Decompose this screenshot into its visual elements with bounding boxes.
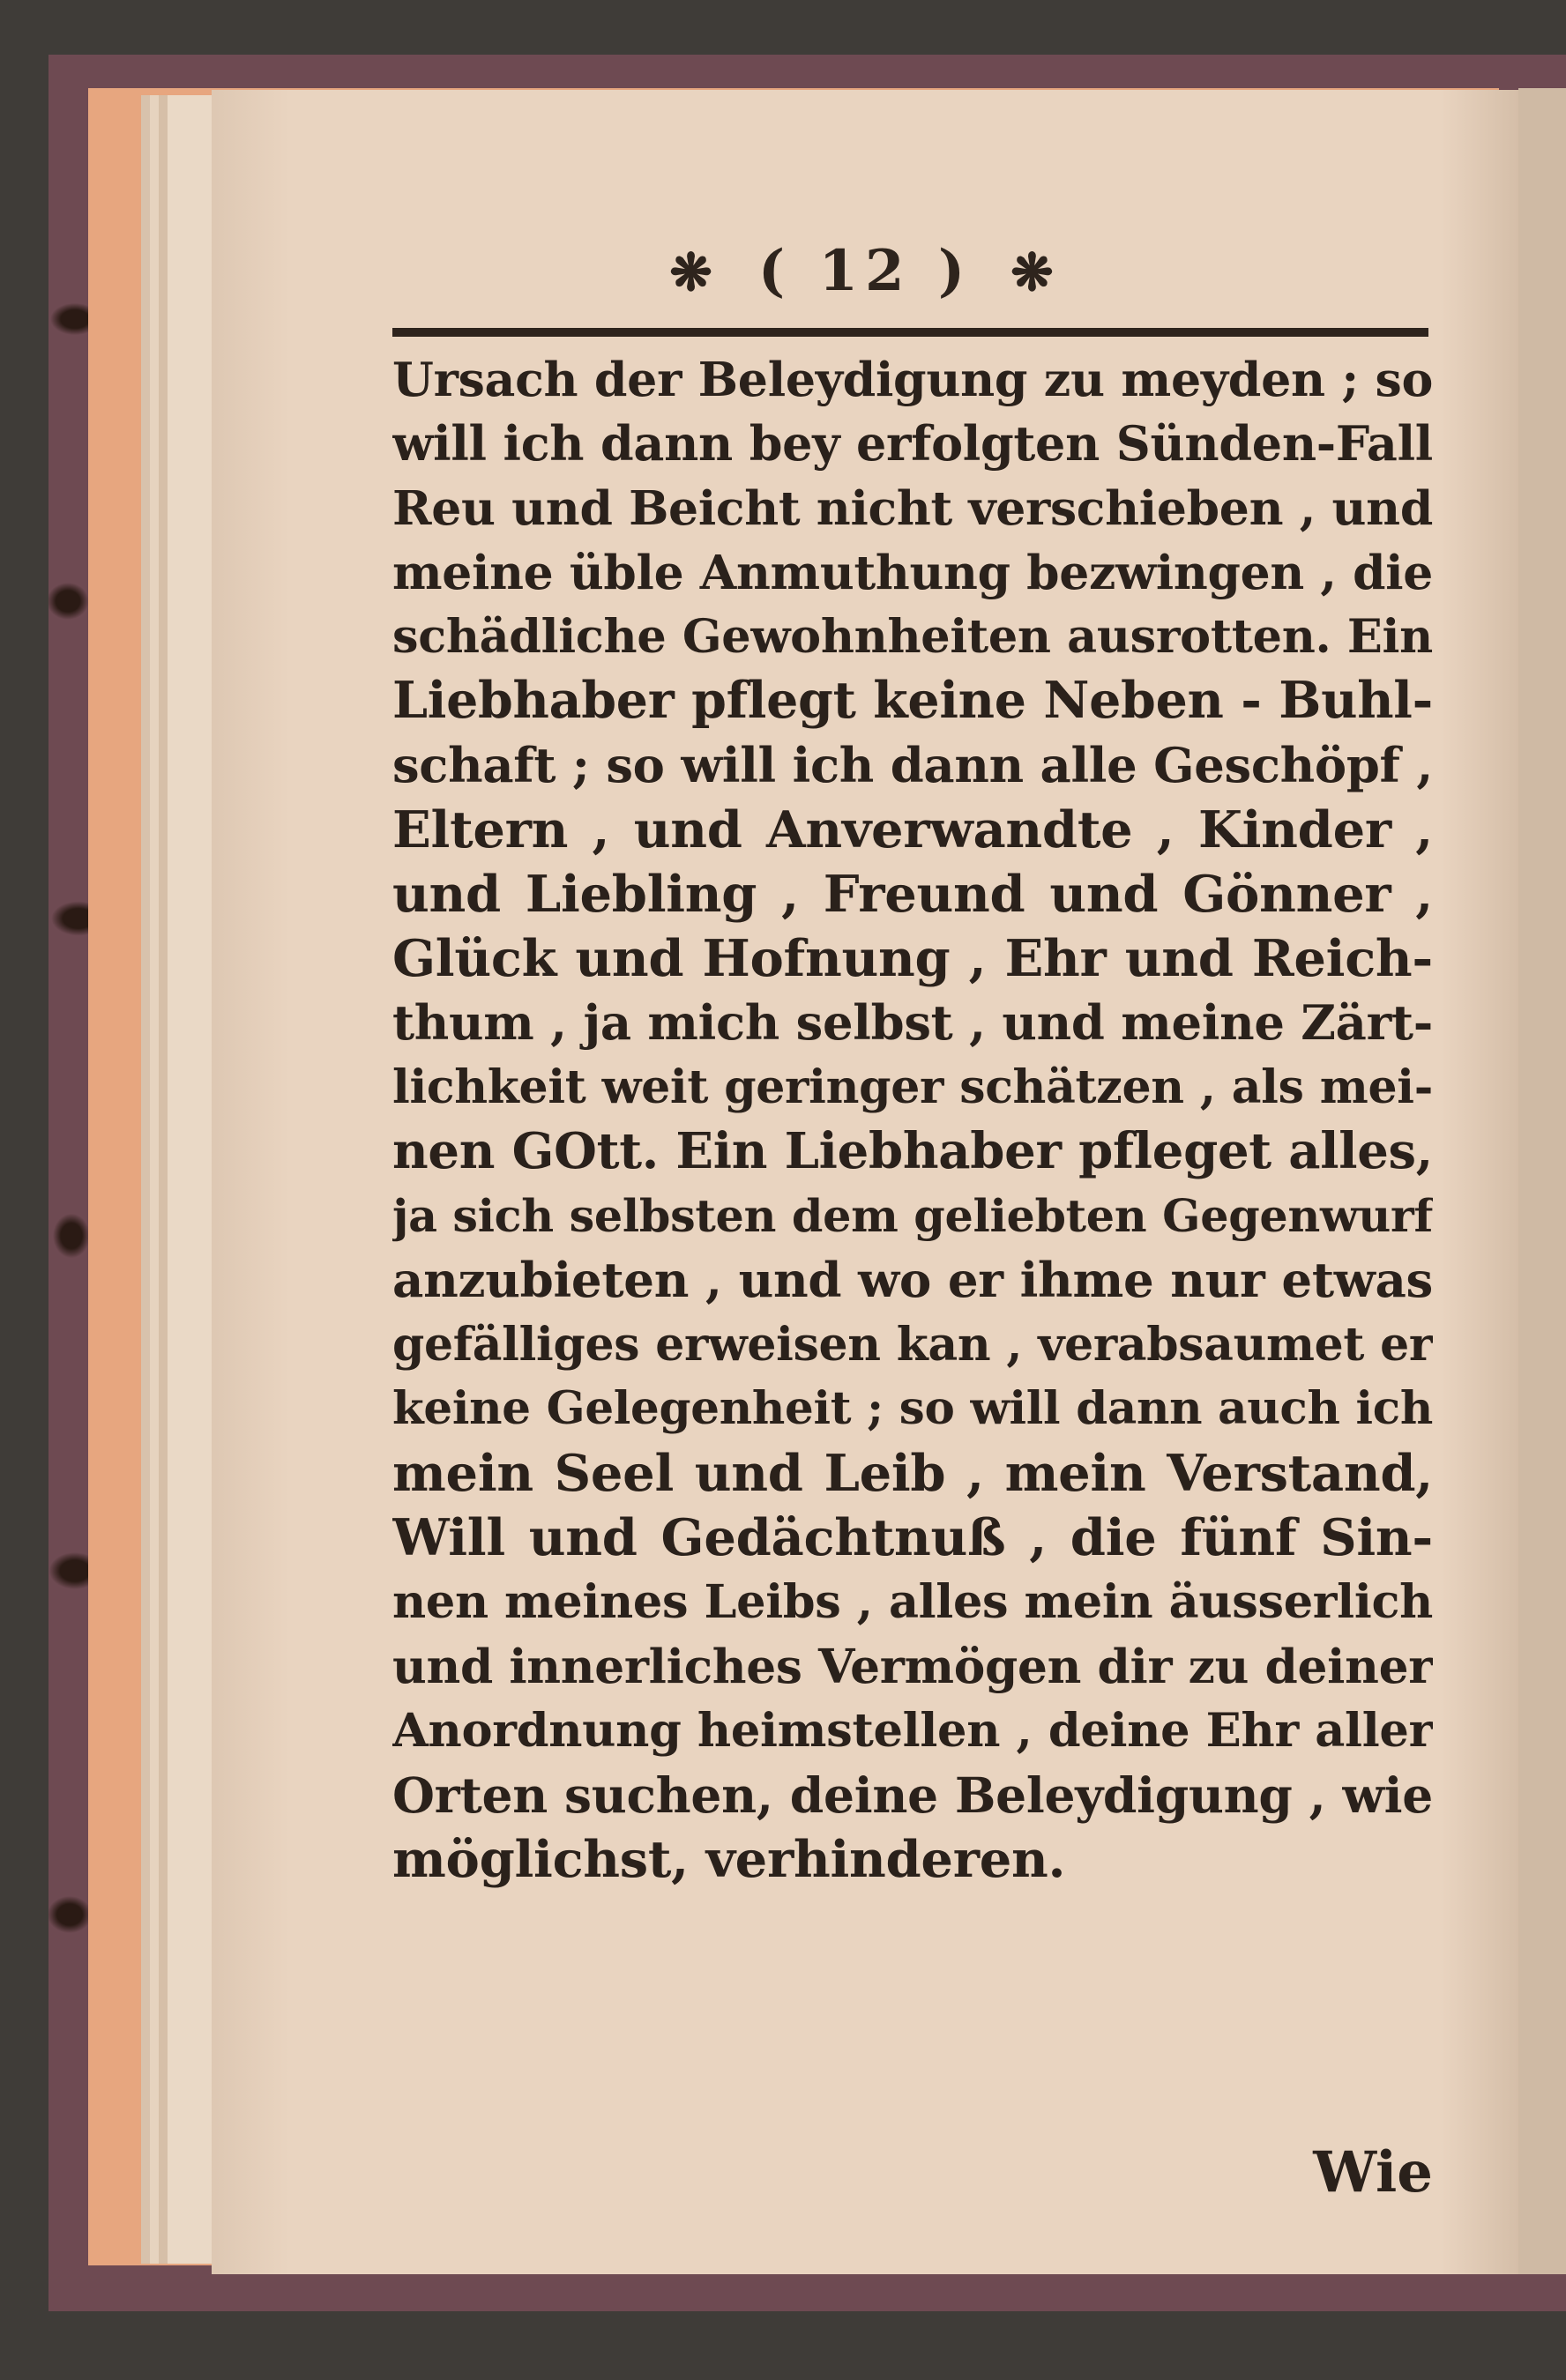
text-line: und innerliches Vermögen dir zu deiner	[392, 1639, 1433, 1694]
ornament-right-icon: ❋	[1010, 242, 1061, 302]
text-line: Liebhaber pflegt keine Neben - Buhl-	[392, 672, 1433, 730]
text-line: meine üble Anmuthung bezwingen , die	[392, 545, 1433, 600]
text-line: Ursach der Beleydigung zu meyden ; so	[392, 352, 1433, 407]
body-text	[392, 347, 1433, 1892]
text-line: schädliche Gewohnheiten ausrotten. Ein	[392, 610, 1433, 664]
facing-page-edge	[1518, 88, 1566, 2274]
text-line: nen GOtt. Ein Liebhaber pfleget alles,	[392, 1122, 1433, 1180]
text-line: thum , ja mich selbst , und meine Zärt-	[392, 994, 1433, 1051]
header-rule	[392, 328, 1428, 337]
page-number: 12	[818, 238, 912, 304]
catchword: Wie	[1313, 2139, 1433, 2205]
text-line: ja sich selbsten dem geliebten Gegenwurf	[392, 1189, 1433, 1242]
text-line: schaft ; so will ich dann alle Geschöpf ,	[392, 737, 1433, 793]
page-header	[212, 238, 1518, 304]
text-line: will ich dann bey erfolgten Sünden-Fall	[392, 415, 1433, 472]
text-line: keine Gelegenheit ; so will dann auch ich	[392, 1382, 1433, 1435]
ornament-left-icon: ❋	[669, 242, 720, 302]
text-line: mein Seel und Leib , mein Verstand,	[392, 1443, 1433, 1503]
book-page	[212, 90, 1518, 2274]
text-line: anzubieten , und wo er ihme nur etwas	[392, 1252, 1433, 1308]
text-line: nen meines Leibs , alles mein äusserlich	[392, 1575, 1433, 1629]
paren-close: )	[937, 238, 973, 304]
text-line: lichkeit weit geringer schätzen , als mei-	[392, 1060, 1433, 1114]
text-line: möglichst, verhinderen.	[392, 1829, 1066, 1889]
text-line: und Liebling , Freund und Gönner ,	[392, 864, 1433, 924]
paren-open: (	[757, 238, 793, 304]
text-line: Will und Gedächtnuß , die fünf Sin-	[392, 1507, 1433, 1567]
text-line: gefälliges erweisen kan , verabsaumet er	[392, 1318, 1433, 1372]
text-line: Glück und Hofnung , Ehr und Reich-	[392, 928, 1433, 988]
text-line: Eltern , und Anverwandte , Kinder ,	[392, 800, 1433, 859]
text-line: Anordnung heimstellen , deine Ehr aller	[392, 1704, 1433, 1758]
text-line: Reu und Beicht nicht verschieben , und	[392, 480, 1433, 536]
text-line: Orten suchen, deine Beleydigung , wie	[392, 1766, 1433, 1824]
